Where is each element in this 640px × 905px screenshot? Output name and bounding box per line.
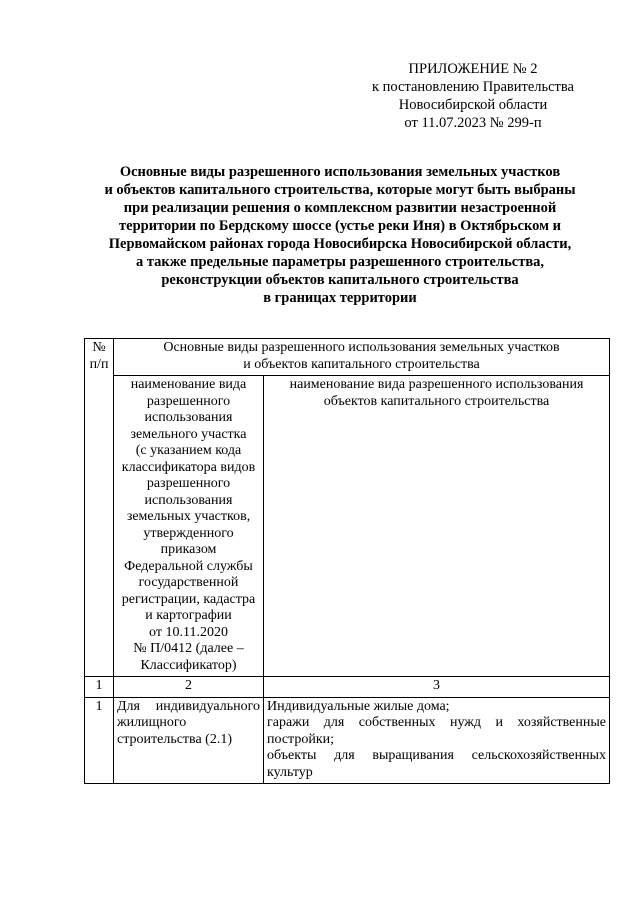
header-main-cell: [114, 339, 610, 376]
subheader-line: использования: [144, 410, 233, 425]
object-line: объекты для выращивания сельскохозяйственных культур: [267, 748, 606, 780]
title-line: и объектов капитального строительства, которые могут быть выбраны: [104, 182, 576, 198]
title-line: реконструкции объектов капитального строительства: [161, 272, 519, 288]
appendix-title: ПРИЛОЖЕНИЕ № 2: [408, 61, 538, 77]
column-number-cell: 2: [114, 677, 264, 698]
header-main-line: Основные виды разрешенного использования земельных участков: [163, 340, 560, 355]
subheader-line: наименование вида: [130, 377, 247, 392]
subheader-line: классификатора видов: [121, 459, 256, 475]
subheader-line: и картографии: [145, 608, 232, 623]
appendix-region-line: Новосибирской области: [398, 97, 548, 113]
appendix-date-number-line: от 11.07.2023 № 299-п: [404, 115, 542, 131]
header-number-cell: [85, 339, 114, 677]
subheader-line: Федеральной службы: [124, 558, 253, 574]
header-number-sign: №: [92, 340, 106, 355]
row-number-cell: 1: [85, 697, 114, 784]
subheader-line: № П/0412 (далее –: [133, 641, 244, 656]
object-line: Индивидуальные жилые дома;: [267, 698, 450, 714]
subheader-line: разрешенного: [146, 476, 231, 491]
title-line: при реализации решения о комплексном развитии незастроенной: [123, 200, 557, 216]
subheader-line: использования: [144, 492, 233, 508]
document-title: [60, 163, 620, 307]
subheader-land-plot-cell: [114, 376, 264, 677]
subheader-line: земельного участка: [130, 426, 247, 442]
header-number-abbr: п/п: [89, 356, 109, 372]
column-number-row: [85, 677, 610, 698]
subheader-line: приказом: [160, 542, 217, 557]
subheader-line: Классификатор): [140, 657, 237, 673]
subheader-line: регистрации, кадастра: [121, 591, 256, 607]
subheader-capital-objects-cell: [264, 376, 610, 677]
title-line: Основные виды разрешенного использования земельных участков: [119, 164, 561, 180]
header-main-line: и объектов капитального строительства: [243, 356, 480, 372]
land-use-cell: Для индивидуального жилищного строительства (2.1): [114, 697, 264, 784]
subheader-line: наименование вида разрешенного использования: [289, 377, 584, 392]
object-line: гаражи для собственных нужд и хозяйственные постройки;: [267, 715, 606, 747]
table-header-row: [85, 339, 610, 376]
title-line: в границах территории: [263, 290, 417, 306]
table-row: [85, 697, 610, 784]
appendix-resolution-line: к постановлению Правительства: [372, 79, 574, 95]
subheader-line: (с указанием кода: [135, 443, 242, 458]
column-number-cell: 1: [85, 677, 114, 698]
title-line: а также предельные параметры разрешенного строительства,: [135, 254, 545, 270]
land-use-table: [84, 338, 610, 784]
title-line: Первомайском районах города Новосибирска Новосибирской области,: [108, 236, 572, 252]
subheader-line: земельных участков,: [126, 509, 251, 524]
title-line: территории по Бердскому шоссе (устье реки Иня) в Октябрьском и: [119, 218, 561, 234]
subheader-line: утвержденного: [143, 525, 234, 541]
appendix-header: [358, 60, 588, 132]
subheader-line: разрешенного: [146, 393, 231, 409]
table-subheader-row: [85, 376, 610, 677]
objects-cell: [264, 697, 610, 784]
subheader-line: государственной: [138, 575, 239, 590]
column-number-cell: 3: [264, 677, 610, 698]
subheader-line: объектов капитального строительства: [323, 393, 550, 409]
subheader-line: от 10.11.2020: [149, 624, 228, 640]
